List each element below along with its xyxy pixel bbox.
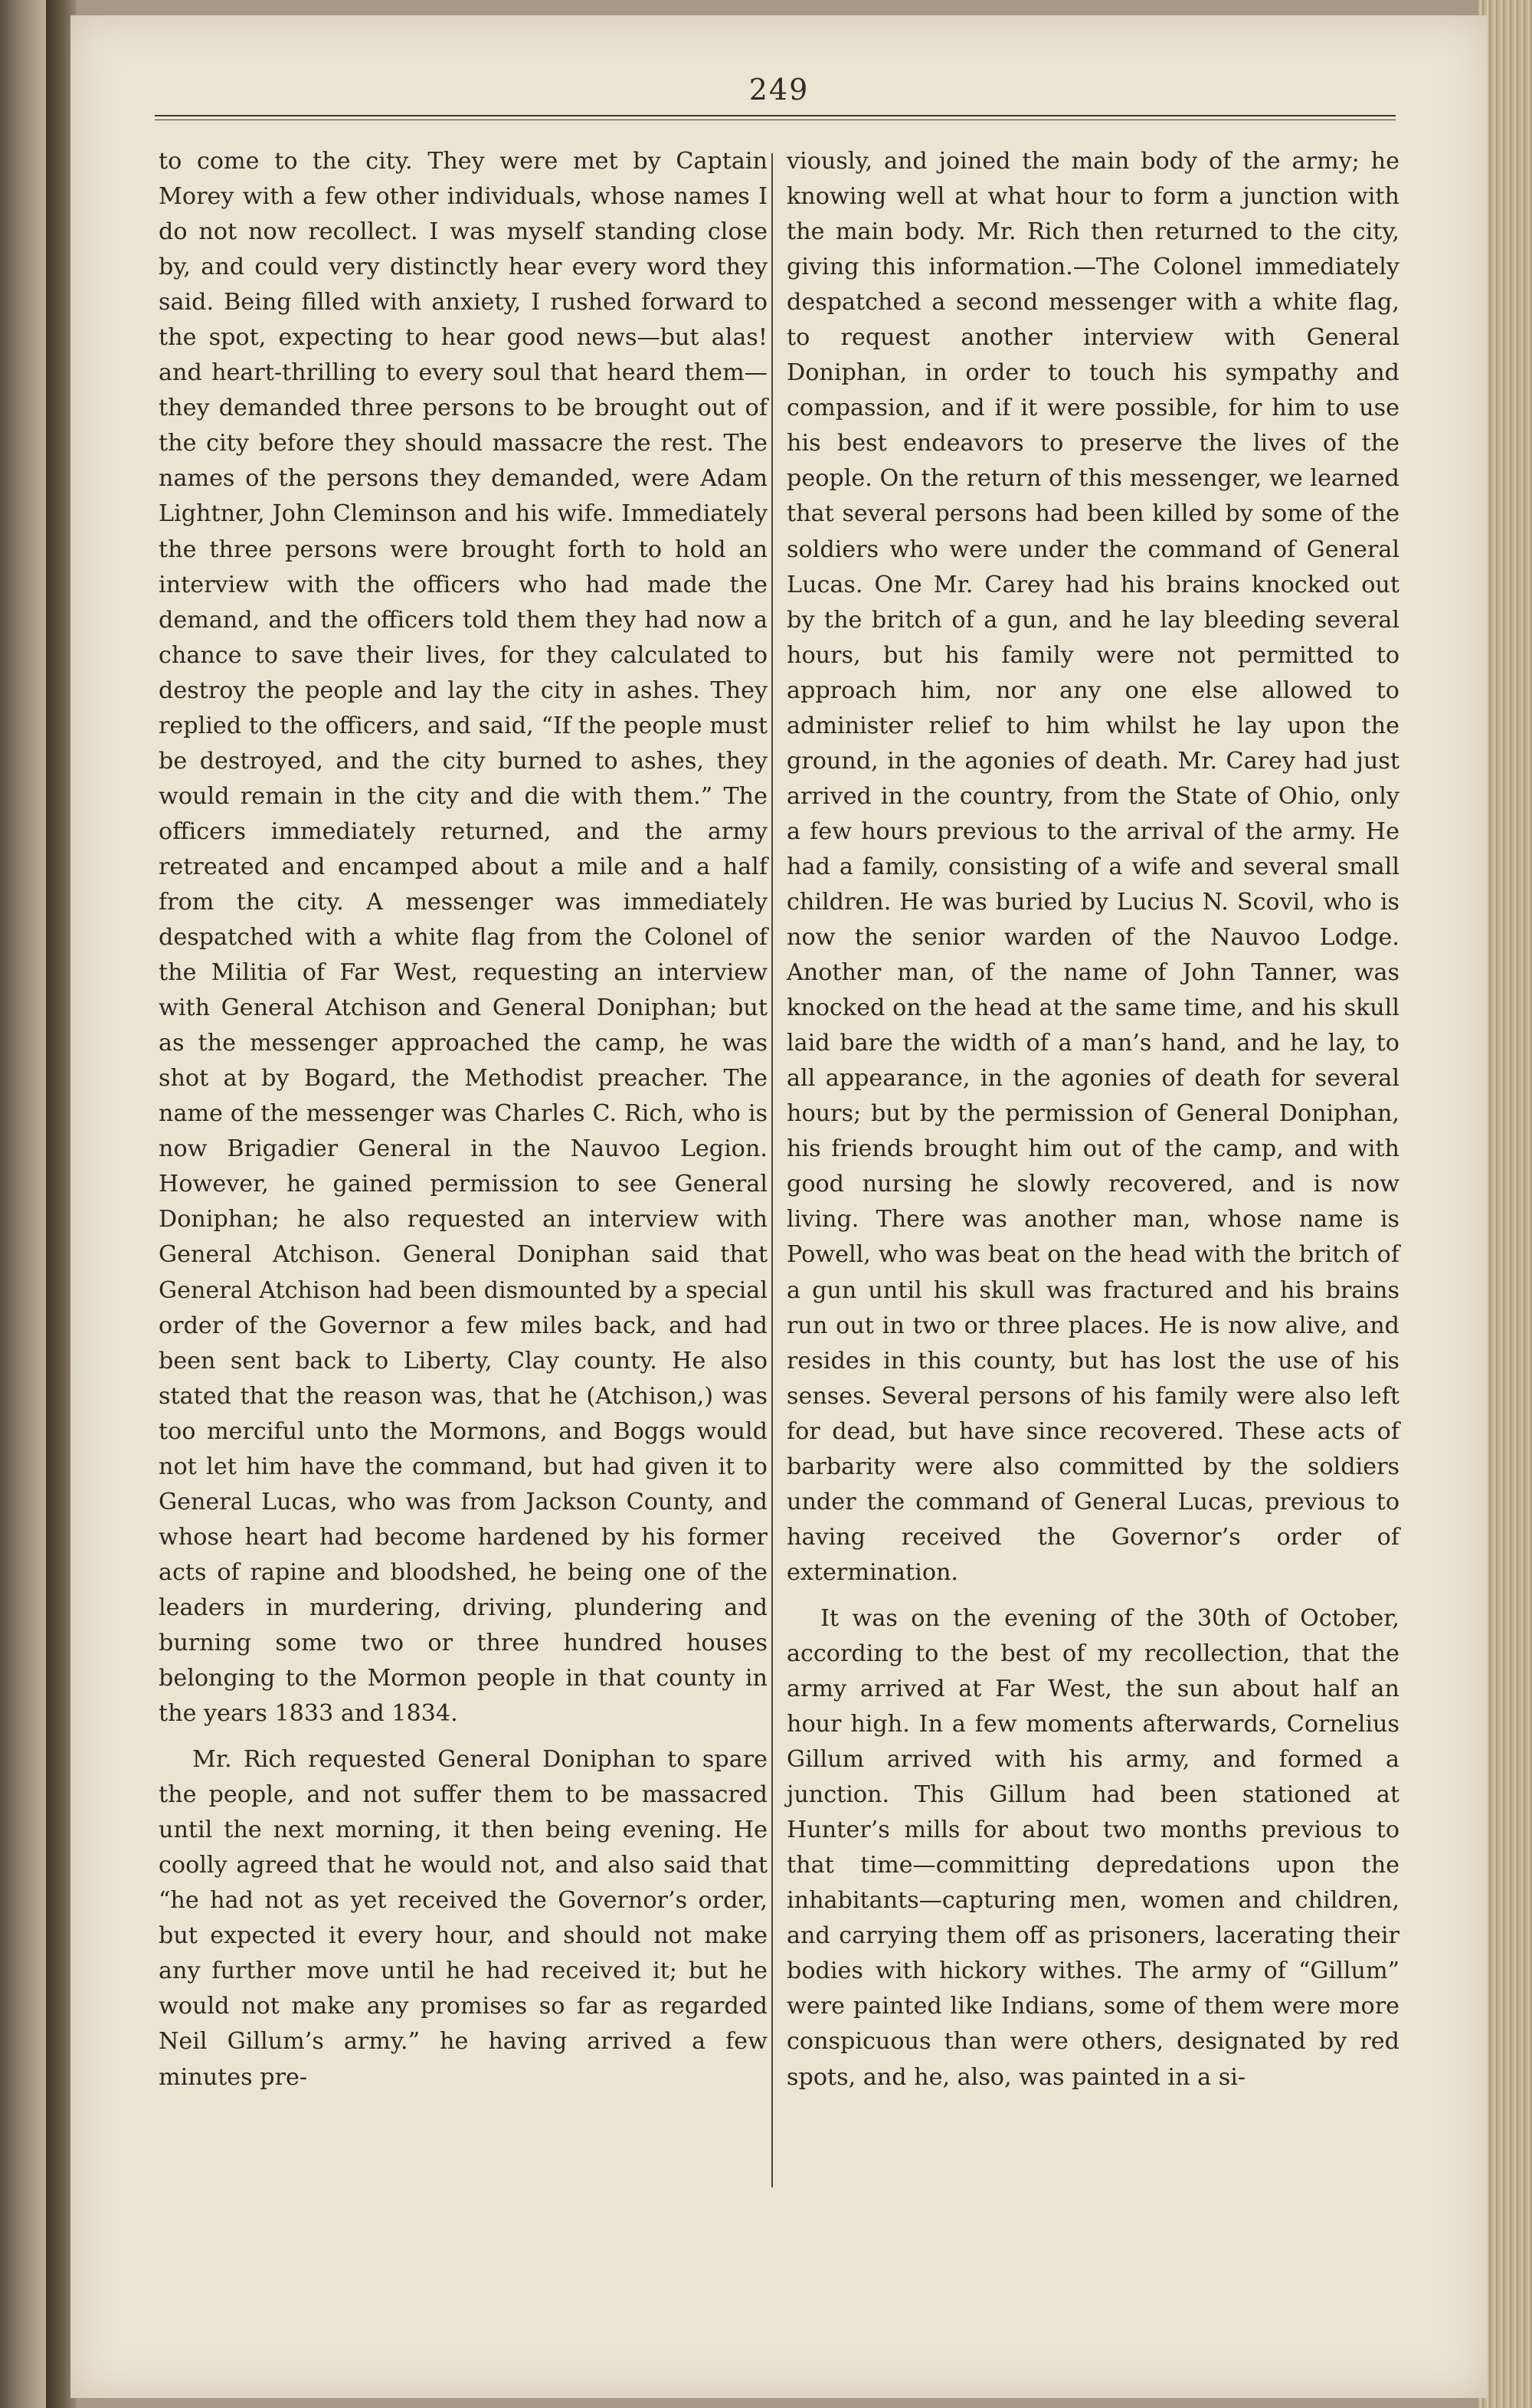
page-number: 249 <box>748 73 810 106</box>
left-paragraph-2: Mr. Rich requested General Doniphan to spare the people, and not suffer them to be massacred until the next morning, it then being evening. He coolly agreed that he would not, and also said that “he had not as yet received the Governor’s order, but expected it every hour, and should not make any further move until he had received it; but he would not make any promises so far as regarded Neil Gillum’s army.” he having arrived a few minutes pre- <box>159 1746 768 2091</box>
book-page <box>70 15 1488 2398</box>
left-text-column <box>159 144 768 2095</box>
book-spine-shadow <box>0 0 46 2408</box>
header-rule <box>155 115 1396 116</box>
left-paragraph-1: to come to the city. They were met by Captain Morey with a few other individuals, whose names I do not now recollect. I was myself standing close by, and could very distinctly hear every word they said. Being filled with anxiety, I rushed forward to the spot, expecting to hear good news—but alas! and heart-thrilling to every soul that heard them—they demanded three persons to be brought out of the city before they should massacre the rest. The names of the persons they demanded, were Adam Lightner, John Cleminson and his wife. Immediately the three persons were brought forth to hold an interview with the officers who had made the demand, and the officers told them they had now a chance to save their lives, for they calculated to destroy the people and lay the city in ashes. They replied to the officers, and said, “If the people must be destroyed, and the city burned to ashes, they would remain in the city and die with them.” The officers immediately returned, and the army retreated and encamped about a mile and a half from the city. A messenger was immediately despatched with a white flag from the Colonel of the Militia of Far West, requesting an interview with General Atchison and General Doniphan; but as the messenger approached the camp, he was shot at by Bogard, the Methodist preacher. The name of the messenger was Charles C. Rich, who is now Brigadier General in the Nauvoo Legion. However, he gained permission to see General Doniphan; he also requested an interview with General Atchison. General Doniphan said that General Atchison had been dismounted by a special order of the Governor a few miles back, and had been sent back to Liberty, Clay county. He also stated that the reason was, that he (Atchison,) was too merciful unto the Mormons, and Boggs would not let him have the command, but had given it to General Lucas, who was from Jackson County, and whose heart had become hardened by his former acts of rapine and bloodshed, he being one of the leaders in murdering, driving, plundering and burning some two or three hundred houses belonging to the Mormon people in that county in the years 1833 and 1834. <box>159 148 768 1728</box>
right-paragraph-2: It was on the evening of the 30th of October, according to the best of my recollection, that the army arrived at Far West, the sun about half an hour high. In a few moments afterwards, Cornelius Gillum arrived with his army, and formed a junction. This Gillum had been stationed at Hunter’s mills for about two months previous to that time—committing depredations upon the inhabitants—capturing men, women and children, and carrying them off as prisoners, lacerating their bodies with hickory withes. The army of “Gillum” were painted like Indians, some of them were more conspicuous than were others, designated by red spots, and he, also, was painted in a si- <box>787 1604 1399 2091</box>
right-text-column <box>787 144 1399 2095</box>
right-paragraph-1: viously, and joined the main body of the army; he knowing well at what hour to form a junction with the main body. Mr. Rich then returned to the city, giving this information.—The Colonel immediately despatched a second messenger with a white flag, to request another interview with General Doniphan, in order to touch his sympathy and compassion, and if it were possible, for him to use his best endeavors to preserve the lives of the people. On the return of this messenger, we learned that several persons had been killed by some of the soldiers who were under the command of General Lucas. One Mr. Carey had his brains knocked out by the britch of a gun, and he lay bleeding several hours, but his family were not permitted to approach him, nor any one else allowed to administer relief to him whilst he lay upon the ground, in the agonies of death. Mr. Carey had just arrived in the country, from the State of Ohio, only a few hours previous to the arrival of the army. He had a family, consisting of a wife and several small children. He was buried by Lucius N. Scovil, who is now the senior warden of the Nauvoo Lodge. Another man, of the name of John Tanner, was knocked on the head at the same time, and his skull laid bare the width of a man’s hand, and he lay, to all appearance, in the agonies of death for several hours; but by the permission of General Doniphan, his friends brought him out of the camp, and with good nursing he slowly recovered, and is now living. There was another man, whose name is Powell, who was beat on the head with the britch of a gun until his skull was fractured and his brains run out in two or three places. He is now alive, and resides in this county, but has lost the use of his senses. Several persons of his family were also left for dead, but have since recovered. These acts of barbarity were also committed by the soldiers under the command of General Lucas, previous to having received the Governor’s order of extermination. <box>787 148 1399 1586</box>
column-divider <box>771 153 773 2187</box>
